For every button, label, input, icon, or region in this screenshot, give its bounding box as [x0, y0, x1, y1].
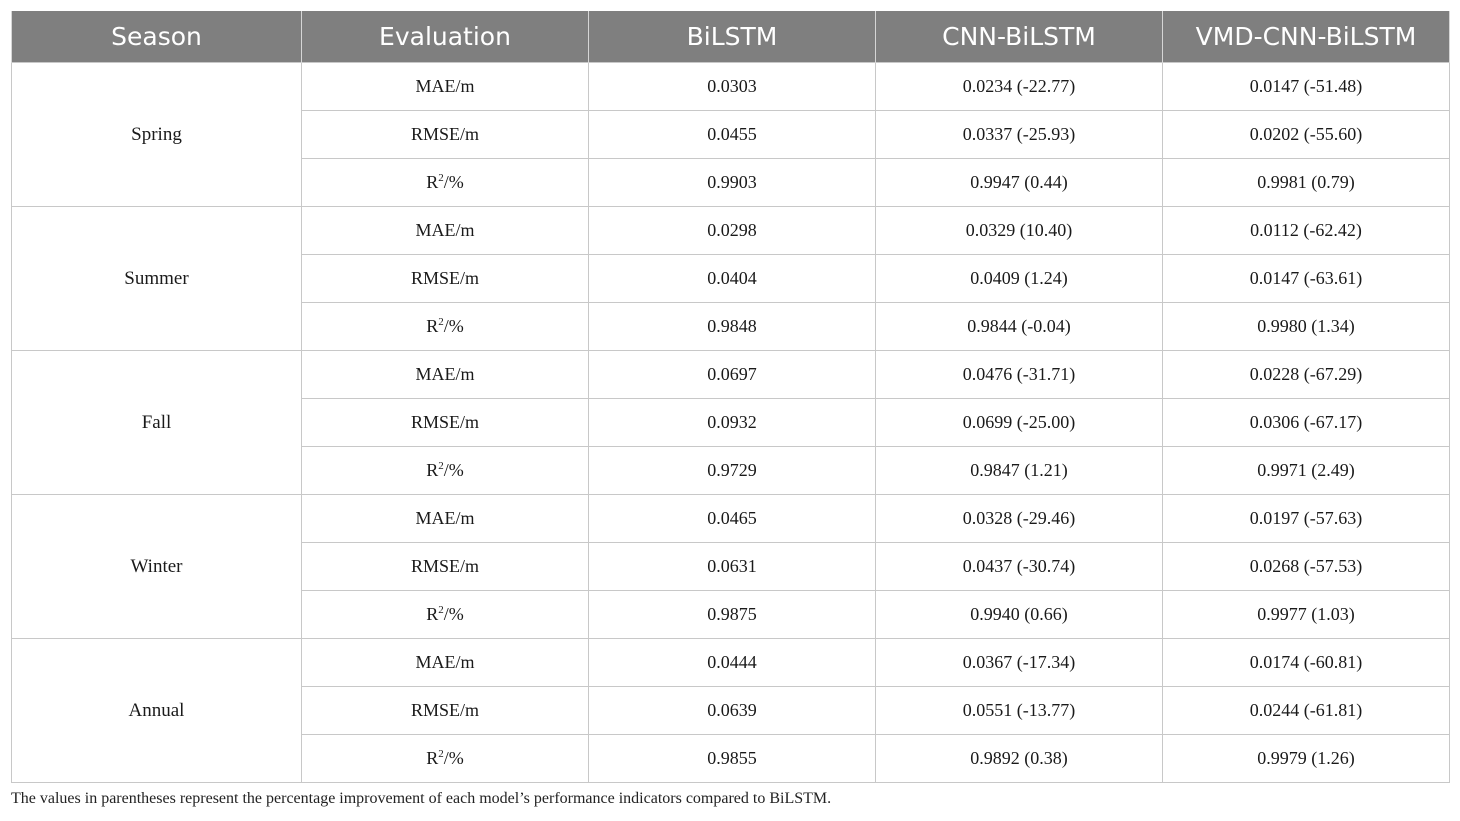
cell-cnn-bilstm: 0.0476 (-31.71) [876, 351, 1163, 399]
cell-vmd-cnn-bilstm: 0.9977 (1.03) [1163, 591, 1450, 639]
season-cell: Winter [12, 495, 302, 639]
cell-vmd-cnn-bilstm: 0.0147 (-63.61) [1163, 255, 1450, 303]
cell-vmd-cnn-bilstm: 0.0228 (-67.29) [1163, 351, 1450, 399]
cell-bilstm: 0.9875 [589, 591, 876, 639]
season-cell: Fall [12, 351, 302, 495]
cell-bilstm: 0.0298 [589, 207, 876, 255]
metric-suffix: /% [443, 748, 464, 768]
cell-vmd-cnn-bilstm: 0.9979 (1.26) [1163, 735, 1450, 783]
cell-cnn-bilstm: 0.0699 (-25.00) [876, 399, 1163, 447]
cell-cnn-bilstm: 0.0329 (10.40) [876, 207, 1163, 255]
cell-vmd-cnn-bilstm: 0.9971 (2.49) [1163, 447, 1450, 495]
cell-cnn-bilstm: 0.9892 (0.38) [876, 735, 1163, 783]
metric-cell: RMSE/m [302, 255, 589, 303]
metric-cell: RMSE/m [302, 399, 589, 447]
metric-suffix: /% [443, 604, 464, 624]
metric-cell: MAE/m [302, 639, 589, 687]
cell-bilstm: 0.9855 [589, 735, 876, 783]
cell-bilstm: 0.0404 [589, 255, 876, 303]
season-cell: Summer [12, 207, 302, 351]
cell-bilstm: 0.9729 [589, 447, 876, 495]
cell-vmd-cnn-bilstm: 0.0306 (-67.17) [1163, 399, 1450, 447]
metric-suffix: /% [443, 172, 464, 192]
metric-cell: MAE/m [302, 495, 589, 543]
results-table [11, 11, 1450, 783]
cell-bilstm: 0.0631 [589, 543, 876, 591]
cell-vmd-cnn-bilstm: 0.9980 (1.34) [1163, 303, 1450, 351]
metric-cell: MAE/m [302, 63, 589, 111]
cell-cnn-bilstm: 0.0551 (-13.77) [876, 687, 1163, 735]
metric-superscript: 2 [438, 460, 444, 472]
table-header [12, 11, 1450, 63]
cell-vmd-cnn-bilstm: 0.0147 (-51.48) [1163, 63, 1450, 111]
metric-cell [302, 159, 589, 207]
season-cell: Spring [12, 63, 302, 207]
metric-cell [302, 591, 589, 639]
cell-vmd-cnn-bilstm: 0.0112 (-62.42) [1163, 207, 1450, 255]
metric-suffix: /% [443, 316, 464, 336]
cell-cnn-bilstm: 0.9947 (0.44) [876, 159, 1163, 207]
header-row [12, 11, 1450, 63]
cell-cnn-bilstm: 0.0409 (1.24) [876, 255, 1163, 303]
cell-vmd-cnn-bilstm: 0.0174 (-60.81) [1163, 639, 1450, 687]
cell-cnn-bilstm: 0.9847 (1.21) [876, 447, 1163, 495]
table-row [12, 351, 1450, 399]
header-bilstm: BiLSTM [589, 11, 876, 63]
metric-cell [302, 447, 589, 495]
metric-base: R [426, 460, 439, 480]
table-row [12, 495, 1450, 543]
metric-base: R [426, 604, 439, 624]
metric-base: R [426, 316, 439, 336]
header-cnn-bilstm: CNN-BiLSTM [876, 11, 1163, 63]
header-evaluation: Evaluation [302, 11, 589, 63]
metric-cell: MAE/m [302, 351, 589, 399]
cell-vmd-cnn-bilstm: 0.0197 (-57.63) [1163, 495, 1450, 543]
metric-cell: RMSE/m [302, 687, 589, 735]
table-row [12, 207, 1450, 255]
cell-bilstm: 0.0303 [589, 63, 876, 111]
cell-cnn-bilstm: 0.0328 (-29.46) [876, 495, 1163, 543]
table-row [12, 63, 1450, 111]
header-season: Season [12, 11, 302, 63]
metric-base: R [426, 748, 439, 768]
cell-bilstm: 0.9903 [589, 159, 876, 207]
metric-superscript: 2 [438, 316, 444, 328]
metric-superscript: 2 [438, 604, 444, 616]
cell-vmd-cnn-bilstm: 0.0202 (-55.60) [1163, 111, 1450, 159]
cell-bilstm: 0.0444 [589, 639, 876, 687]
metric-superscript: 2 [438, 748, 444, 760]
cell-bilstm: 0.9848 [589, 303, 876, 351]
header-vmd-cnn-bilstm: VMD-CNN-BiLSTM [1163, 11, 1450, 63]
cell-cnn-bilstm: 0.0234 (-22.77) [876, 63, 1163, 111]
metric-superscript: 2 [438, 172, 444, 184]
cell-bilstm: 0.0697 [589, 351, 876, 399]
table-row [12, 639, 1450, 687]
cell-vmd-cnn-bilstm: 0.0244 (-61.81) [1163, 687, 1450, 735]
results-table-container [11, 11, 1449, 783]
metric-suffix: /% [443, 460, 464, 480]
season-cell: Annual [12, 639, 302, 783]
metric-cell: RMSE/m [302, 111, 589, 159]
cell-cnn-bilstm: 0.0337 (-25.93) [876, 111, 1163, 159]
cell-bilstm: 0.0932 [589, 399, 876, 447]
table-body [12, 63, 1450, 783]
metric-cell [302, 735, 589, 783]
cell-cnn-bilstm: 0.9940 (0.66) [876, 591, 1163, 639]
metric-base: R [426, 172, 439, 192]
cell-bilstm: 0.0639 [589, 687, 876, 735]
cell-cnn-bilstm: 0.0437 (-30.74) [876, 543, 1163, 591]
metric-cell: RMSE/m [302, 543, 589, 591]
cell-vmd-cnn-bilstm: 0.9981 (0.79) [1163, 159, 1450, 207]
metric-cell [302, 303, 589, 351]
metric-cell: MAE/m [302, 207, 589, 255]
table-footnote: The values in parentheses represent the percentage improvement of each model’s performance indicators compared to BiLSTM. [11, 790, 832, 807]
cell-bilstm: 0.0465 [589, 495, 876, 543]
cell-vmd-cnn-bilstm: 0.0268 (-57.53) [1163, 543, 1450, 591]
cell-cnn-bilstm: 0.9844 (-0.04) [876, 303, 1163, 351]
cell-bilstm: 0.0455 [589, 111, 876, 159]
cell-cnn-bilstm: 0.0367 (-17.34) [876, 639, 1163, 687]
